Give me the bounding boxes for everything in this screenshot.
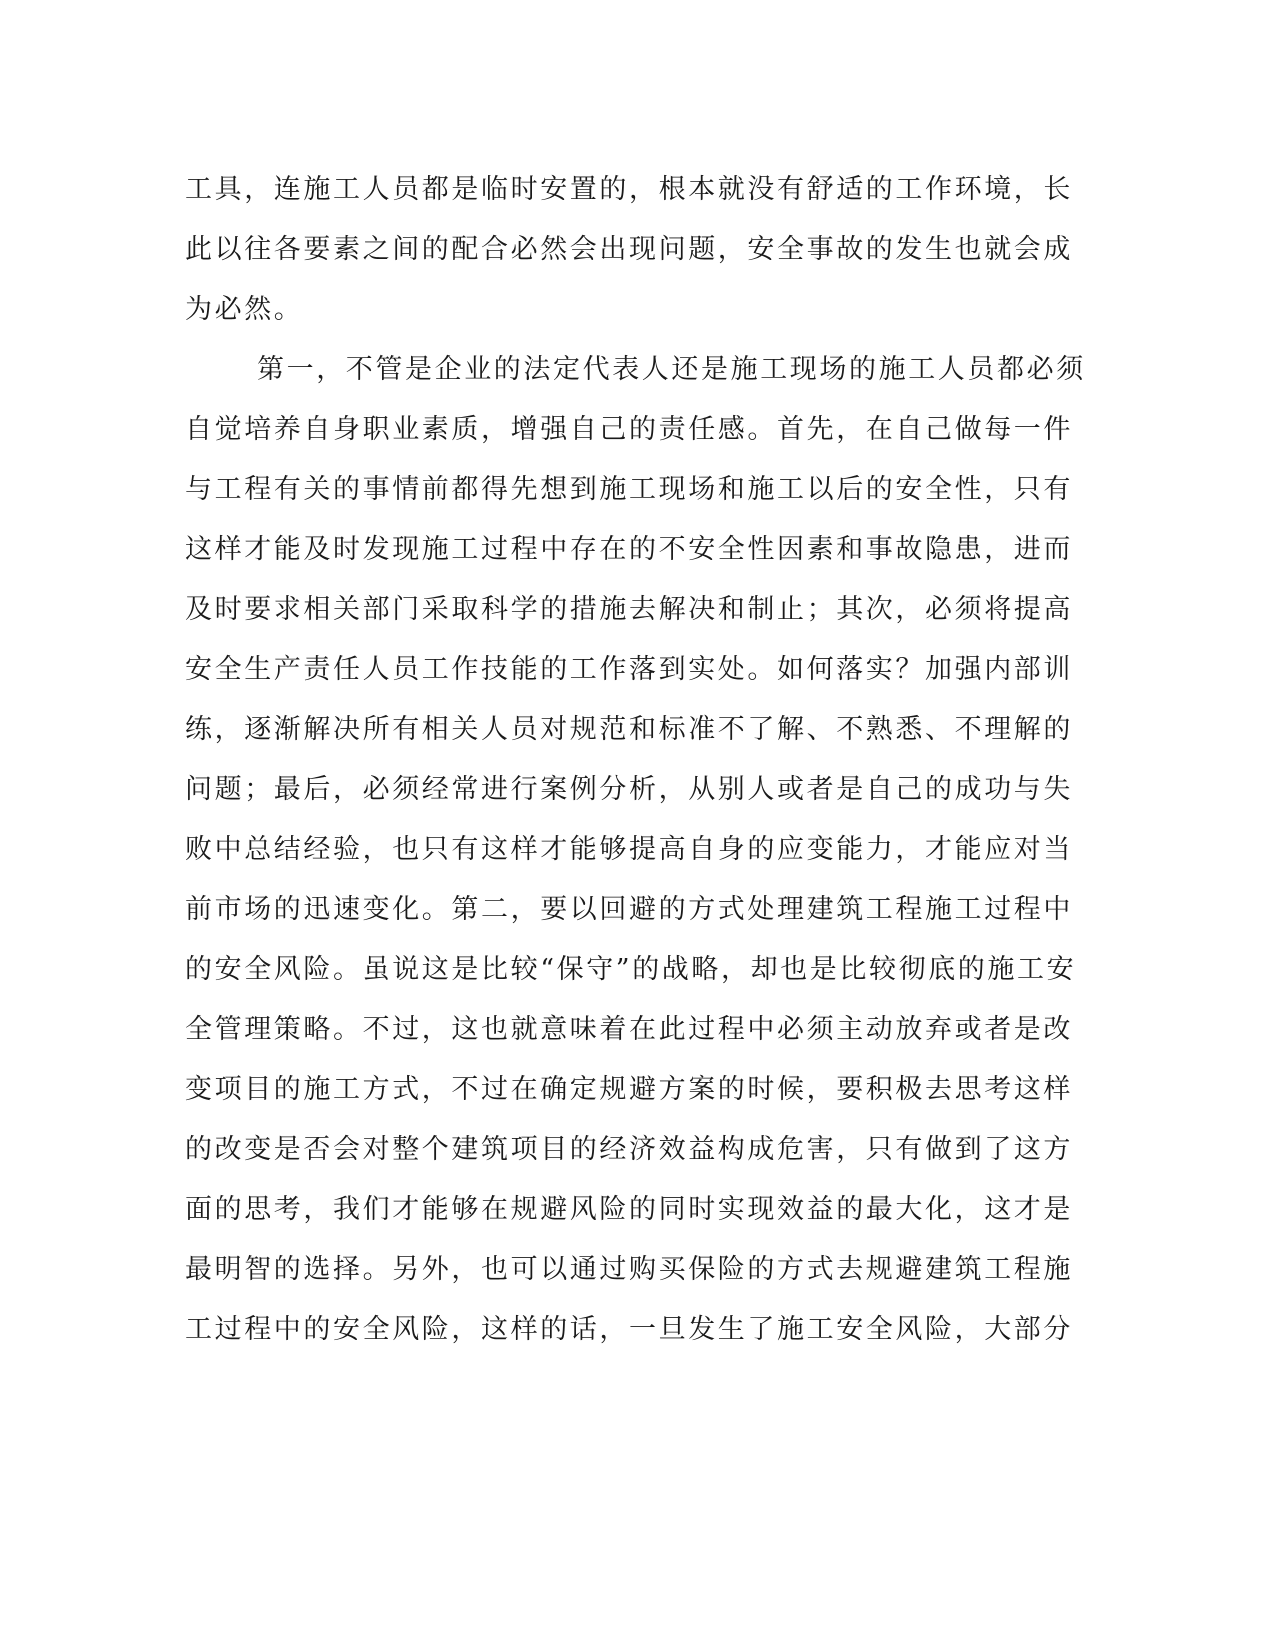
text-line: 的安全风险。虽说这是比较“保守”的战略，却也是比较彻底的施工安 — [185, 954, 1077, 985]
body-text — [185, 160, 1086, 1360]
text-line: 败中总结经验，也只有这样才能够提高自身的应变能力，才能应对当 — [185, 834, 1073, 865]
text-line: 最明智的选择。另外，也可以通过购买保险的方式去规避建筑工程施 — [185, 1254, 1073, 1285]
text-line: 面的思考，我们才能够在规避风险的同时实现效益的最大化，这才是 — [185, 1194, 1073, 1225]
text-line: 变项目的施工方式，不过在确定规避方案的时候，要积极去思考这样 — [185, 1074, 1073, 1105]
text-line: 练，逐渐解决所有相关人员对规范和标准不了解、不熟悉、不理解的 — [185, 714, 1073, 745]
text-line: 的改变是否会对整个建筑项目的经济效益构成危害，只有做到了这方 — [185, 1134, 1073, 1165]
text-line: 安全生产责任人员工作技能的工作落到实处。如何落实？加强内部训 — [185, 654, 1073, 685]
text-line: 自觉培养自身职业素质，增强自己的责任感。首先，在自己做每一件 — [185, 414, 1073, 445]
text-line: 全管理策略。不过，这也就意味着在此过程中必须主动放弃或者是改 — [185, 1014, 1073, 1045]
text-line: 工具，连施工人员都是临时安置的，根本就没有舒适的工作环境，长 — [185, 174, 1073, 205]
text-line: 与工程有关的事情前都得先想到施工现场和施工以后的安全性，只有 — [185, 474, 1073, 505]
text-line: 这样才能及时发现施工过程中存在的不安全性因素和事故隐患，进而 — [185, 534, 1073, 565]
paragraph-first-line: 第一，不管是企业的法定代表人还是施工现场的施工人员都必须 — [257, 354, 1086, 385]
text-line: 问题；最后，必须经常进行案例分析，从别人或者是自己的成功与失 — [185, 774, 1073, 805]
text-line: 为必然。 — [185, 294, 304, 325]
text-line: 此以往各要素之间的配合必然会出现问题，安全事故的发生也就会成 — [185, 234, 1073, 265]
text-line: 及时要求相关部门采取科学的措施去解决和制止；其次，必须将提高 — [185, 594, 1073, 625]
text-line: 工过程中的安全风险，这样的话，一旦发生了施工安全风险，大部分 — [185, 1314, 1073, 1345]
text-line: 前市场的迅速变化。第二，要以回避的方式处理建筑工程施工过程中 — [185, 894, 1073, 925]
